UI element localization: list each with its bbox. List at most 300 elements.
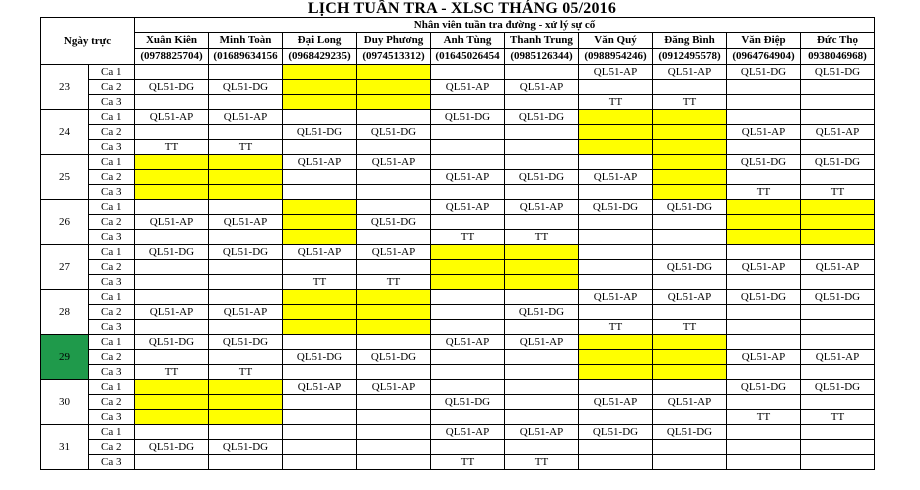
assignment-cell <box>727 230 801 245</box>
assignment-cell <box>357 95 431 110</box>
assignment-cell <box>135 230 209 245</box>
assignment-cell: QL51-AP <box>801 260 875 275</box>
assignment-cell <box>357 425 431 440</box>
assignment-cell <box>431 440 505 455</box>
assignment-cell: QL51-AP <box>135 305 209 320</box>
assignment-cell <box>431 290 505 305</box>
day-cell: 27 <box>41 245 89 290</box>
assignment-cell <box>505 140 579 155</box>
assignment-cell <box>209 320 283 335</box>
assignment-cell: QL51-AP <box>209 215 283 230</box>
shift-label: Ca 2 <box>89 350 135 365</box>
assignment-cell <box>431 215 505 230</box>
shift-row <box>41 320 875 335</box>
assignment-cell: QL51-AP <box>357 245 431 260</box>
assignment-cell: QL51-DG <box>653 200 727 215</box>
assignment-cell <box>283 440 357 455</box>
assignment-cell <box>283 215 357 230</box>
shift-row <box>41 185 875 200</box>
assignment-cell: TT <box>653 95 727 110</box>
day-cell: 29 <box>41 335 89 380</box>
employee-name: Đức Thọ <box>801 33 875 49</box>
assignment-cell: QL51-DG <box>209 80 283 95</box>
assignment-cell <box>135 320 209 335</box>
assignment-cell: QL51-DG <box>135 80 209 95</box>
shift-row <box>41 275 875 290</box>
assignment-cell: QL51-AP <box>283 155 357 170</box>
assignment-cell: TT <box>135 140 209 155</box>
employee-phone-row <box>41 49 875 65</box>
assignment-cell <box>727 320 801 335</box>
employee-name-row <box>41 33 875 49</box>
assignment-cell: QL51-DG <box>283 350 357 365</box>
assignment-cell <box>135 95 209 110</box>
shift-label: Ca 2 <box>89 80 135 95</box>
shift-row <box>41 125 875 140</box>
assignment-cell <box>135 275 209 290</box>
shift-label: Ca 3 <box>89 455 135 470</box>
assignment-cell: QL51-DG <box>431 110 505 125</box>
assignment-cell <box>283 410 357 425</box>
assignment-cell <box>357 230 431 245</box>
assignment-cell <box>801 80 875 95</box>
shift-label: Ca 1 <box>89 65 135 80</box>
assignment-cell <box>801 305 875 320</box>
assignment-cell <box>653 230 727 245</box>
assignment-cell: TT <box>283 275 357 290</box>
assignment-cell <box>579 440 653 455</box>
assignment-cell: QL51-DG <box>135 335 209 350</box>
assignment-cell: QL51-DG <box>209 245 283 260</box>
assignment-cell <box>801 215 875 230</box>
assignment-cell <box>283 95 357 110</box>
assignment-cell <box>283 65 357 80</box>
shift-row <box>41 305 875 320</box>
assignment-cell <box>357 395 431 410</box>
assignment-cell: QL51-DG <box>579 200 653 215</box>
assignment-cell <box>135 170 209 185</box>
assignment-cell <box>505 275 579 290</box>
assignment-cell <box>801 200 875 215</box>
employee-name: Xuân Kiên <box>135 33 209 49</box>
assignment-cell <box>579 350 653 365</box>
assignment-cell: QL51-AP <box>431 335 505 350</box>
assignment-cell: QL51-AP <box>135 110 209 125</box>
day-column-header: Ngày trực <box>41 18 135 65</box>
assignment-cell <box>283 230 357 245</box>
assignment-cell <box>357 335 431 350</box>
assignment-cell <box>579 125 653 140</box>
assignment-cell <box>283 305 357 320</box>
assignment-cell <box>801 275 875 290</box>
assignment-cell: QL51-DG <box>727 290 801 305</box>
assignment-cell <box>135 185 209 200</box>
assignment-cell <box>283 395 357 410</box>
assignment-cell: QL51-AP <box>653 65 727 80</box>
assignment-cell <box>579 80 653 95</box>
shift-label: Ca 2 <box>89 395 135 410</box>
assignment-cell <box>505 365 579 380</box>
assignment-cell <box>579 275 653 290</box>
assignment-cell <box>431 260 505 275</box>
assignment-cell <box>505 440 579 455</box>
assignment-cell <box>653 365 727 380</box>
assignment-cell <box>357 65 431 80</box>
assignment-cell <box>283 110 357 125</box>
assignment-cell <box>579 230 653 245</box>
shift-row <box>41 215 875 230</box>
assignment-cell <box>135 125 209 140</box>
assignment-cell <box>357 320 431 335</box>
employee-phone: (0912495578) <box>653 49 727 65</box>
assignment-cell <box>357 305 431 320</box>
assignment-cell <box>431 320 505 335</box>
employee-name: Anh Tùng <box>431 33 505 49</box>
shift-label: Ca 3 <box>89 365 135 380</box>
assignment-cell <box>431 275 505 290</box>
assignment-cell <box>579 245 653 260</box>
assignment-cell <box>653 380 727 395</box>
assignment-cell <box>801 425 875 440</box>
assignment-cell <box>801 95 875 110</box>
assignment-cell: QL51-AP <box>505 200 579 215</box>
shift-label: Ca 3 <box>89 185 135 200</box>
employee-phone: (0985126344) <box>505 49 579 65</box>
assignment-cell <box>653 350 727 365</box>
assignment-cell <box>283 200 357 215</box>
assignment-cell: QL51-AP <box>653 395 727 410</box>
assignment-cell <box>801 335 875 350</box>
assignment-cell <box>801 245 875 260</box>
assignment-cell: QL51-AP <box>579 395 653 410</box>
shift-label: Ca 2 <box>89 215 135 230</box>
assignment-cell <box>653 140 727 155</box>
assignment-cell: QL51-AP <box>283 380 357 395</box>
assignment-cell: QL51-DG <box>801 290 875 305</box>
assignment-cell <box>801 170 875 185</box>
assignment-cell <box>653 80 727 95</box>
assignment-cell: QL51-DG <box>505 305 579 320</box>
assignment-cell: TT <box>801 410 875 425</box>
assignment-cell: TT <box>431 455 505 470</box>
shift-label: Ca 3 <box>89 230 135 245</box>
shift-label: Ca 3 <box>89 320 135 335</box>
assignment-cell: QL51-AP <box>579 65 653 80</box>
assignment-cell <box>135 410 209 425</box>
assignment-cell <box>801 110 875 125</box>
shift-row <box>41 425 875 440</box>
assignment-cell <box>431 185 505 200</box>
assignment-cell <box>801 230 875 245</box>
employee-phone: 0938046968) <box>801 49 875 65</box>
shift-label: Ca 3 <box>89 410 135 425</box>
assignment-cell <box>653 275 727 290</box>
assignment-cell <box>727 305 801 320</box>
assignment-cell <box>283 290 357 305</box>
assignment-cell <box>653 410 727 425</box>
assignment-cell <box>209 185 283 200</box>
day-cell: 25 <box>41 155 89 200</box>
assignment-cell: QL51-DG <box>727 65 801 80</box>
assignment-cell <box>505 380 579 395</box>
assignment-cell <box>135 380 209 395</box>
assignment-cell: QL51-DG <box>209 335 283 350</box>
shift-label: Ca 3 <box>89 275 135 290</box>
assignment-cell: QL51-AP <box>283 245 357 260</box>
assignment-cell <box>579 380 653 395</box>
shift-label: Ca 2 <box>89 260 135 275</box>
assignment-cell <box>431 155 505 170</box>
assignment-cell: TT <box>209 365 283 380</box>
assignment-cell <box>135 200 209 215</box>
shift-label: Ca 2 <box>89 170 135 185</box>
assignment-cell <box>431 410 505 425</box>
assignment-cell: QL51-AP <box>579 290 653 305</box>
assignment-cell <box>209 410 283 425</box>
day-cell: 23 <box>41 65 89 110</box>
shift-label: Ca 2 <box>89 305 135 320</box>
assignment-cell <box>727 245 801 260</box>
assignment-cell: QL51-DG <box>727 155 801 170</box>
employee-name: Đại Long <box>283 33 357 49</box>
assignment-cell <box>801 320 875 335</box>
assignment-cell <box>727 275 801 290</box>
assignment-cell <box>357 140 431 155</box>
assignment-cell: TT <box>357 275 431 290</box>
shift-row <box>41 455 875 470</box>
assignment-cell: TT <box>209 140 283 155</box>
assignment-cell <box>135 395 209 410</box>
assignment-cell: QL51-DG <box>431 395 505 410</box>
assignment-cell <box>209 155 283 170</box>
assignment-cell <box>579 110 653 125</box>
assignment-cell <box>727 200 801 215</box>
assignment-cell <box>283 140 357 155</box>
assignment-cell <box>209 170 283 185</box>
assignment-cell <box>727 95 801 110</box>
assignment-cell: QL51-DG <box>357 125 431 140</box>
assignment-cell <box>579 260 653 275</box>
employee-phone: (01645026454 <box>431 49 505 65</box>
assignment-cell <box>653 215 727 230</box>
assignment-cell: QL51-DG <box>135 245 209 260</box>
shift-row <box>41 230 875 245</box>
assignment-cell: QL51-AP <box>801 125 875 140</box>
schedule-body <box>41 65 875 470</box>
assignment-cell <box>209 395 283 410</box>
assignment-cell <box>653 170 727 185</box>
assignment-cell: QL51-AP <box>209 110 283 125</box>
shift-label: Ca 1 <box>89 380 135 395</box>
assignment-cell: TT <box>505 230 579 245</box>
assignment-cell <box>505 185 579 200</box>
assignment-cell: QL51-AP <box>579 170 653 185</box>
employee-name: Duy Phương <box>357 33 431 49</box>
assignment-cell <box>505 410 579 425</box>
assignment-cell: QL51-DG <box>801 380 875 395</box>
day-cell: 28 <box>41 290 89 335</box>
assignment-cell <box>579 185 653 200</box>
shift-row <box>41 245 875 260</box>
assignment-cell <box>653 335 727 350</box>
assignment-cell <box>135 155 209 170</box>
assignment-cell <box>579 335 653 350</box>
shift-row <box>41 155 875 170</box>
assignment-cell <box>579 140 653 155</box>
assignment-cell <box>727 170 801 185</box>
assignment-cell <box>801 440 875 455</box>
assignment-cell <box>653 155 727 170</box>
assignment-cell <box>653 110 727 125</box>
assignment-cell <box>505 395 579 410</box>
assignment-cell <box>579 215 653 230</box>
assignment-cell: QL51-AP <box>431 200 505 215</box>
assignment-cell: QL51-AP <box>431 170 505 185</box>
patrol-schedule-table <box>40 17 875 470</box>
assignment-cell <box>505 125 579 140</box>
shift-row <box>41 365 875 380</box>
assignment-cell <box>579 155 653 170</box>
day-cell: 26 <box>41 200 89 245</box>
assignment-cell <box>431 365 505 380</box>
assignment-cell: QL51-AP <box>431 425 505 440</box>
assignment-cell: QL51-DG <box>505 170 579 185</box>
assignment-cell <box>727 140 801 155</box>
shift-row <box>41 350 875 365</box>
assignment-cell <box>653 125 727 140</box>
assignment-cell <box>135 455 209 470</box>
assignment-cell <box>801 140 875 155</box>
assignment-cell <box>727 440 801 455</box>
day-cell: 24 <box>41 110 89 155</box>
assignment-cell <box>283 170 357 185</box>
assignment-cell <box>209 425 283 440</box>
employee-name: Văn Quý <box>579 33 653 49</box>
assignment-cell <box>653 455 727 470</box>
assignment-cell: QL51-DG <box>801 155 875 170</box>
assignment-cell <box>357 455 431 470</box>
shift-row <box>41 110 875 125</box>
assignment-cell <box>283 365 357 380</box>
shift-label: Ca 3 <box>89 140 135 155</box>
assignment-cell: QL51-AP <box>431 80 505 95</box>
assignment-cell <box>505 260 579 275</box>
assignment-cell <box>653 305 727 320</box>
shift-row <box>41 200 875 215</box>
assignment-cell <box>431 350 505 365</box>
shift-row <box>41 290 875 305</box>
assignment-cell <box>357 410 431 425</box>
assignment-cell: QL51-AP <box>801 350 875 365</box>
assignment-cell: TT <box>801 185 875 200</box>
assignment-cell <box>431 65 505 80</box>
assignment-cell: QL51-DG <box>579 425 653 440</box>
assignment-cell <box>653 185 727 200</box>
assignment-cell <box>505 350 579 365</box>
assignment-cell <box>505 245 579 260</box>
assignment-cell <box>357 185 431 200</box>
shift-label: Ca 1 <box>89 290 135 305</box>
assignment-cell: QL51-AP <box>727 260 801 275</box>
assignment-cell <box>653 245 727 260</box>
assignment-cell <box>505 65 579 80</box>
assignment-cell: QL51-AP <box>135 215 209 230</box>
employee-phone: (0988954246) <box>579 49 653 65</box>
employee-phone: (01689634156 <box>209 49 283 65</box>
employee-name: Văn Điệp <box>727 33 801 49</box>
assignment-cell <box>431 245 505 260</box>
assignment-cell <box>357 170 431 185</box>
assignment-cell <box>209 200 283 215</box>
assignment-cell <box>579 365 653 380</box>
shift-row <box>41 95 875 110</box>
assignment-cell <box>653 440 727 455</box>
assignment-cell: QL51-AP <box>505 425 579 440</box>
assignment-cell: QL51-AP <box>727 350 801 365</box>
assignment-cell: QL51-DG <box>283 125 357 140</box>
assignment-cell: TT <box>727 185 801 200</box>
shift-label: Ca 1 <box>89 155 135 170</box>
assignment-cell <box>209 380 283 395</box>
shift-label: Ca 1 <box>89 425 135 440</box>
assignment-cell <box>505 215 579 230</box>
assignment-cell <box>801 365 875 380</box>
shift-row <box>41 335 875 350</box>
assignment-cell: QL51-DG <box>801 65 875 80</box>
assignment-cell <box>357 290 431 305</box>
assignment-cell <box>727 425 801 440</box>
assignment-cell: QL51-DG <box>653 260 727 275</box>
assignment-cell <box>357 80 431 95</box>
assignment-cell <box>579 305 653 320</box>
assignment-cell <box>209 230 283 245</box>
shift-label: Ca 2 <box>89 125 135 140</box>
assignment-cell <box>209 455 283 470</box>
employee-name: Đăng Bình <box>653 33 727 49</box>
assignment-cell <box>431 380 505 395</box>
shift-row <box>41 80 875 95</box>
shift-row <box>41 170 875 185</box>
assignment-cell <box>283 425 357 440</box>
assignment-cell <box>727 110 801 125</box>
shift-row <box>41 440 875 455</box>
employee-phone: (0974513312) <box>357 49 431 65</box>
assignment-cell: TT <box>135 365 209 380</box>
assignment-cell: QL51-AP <box>505 80 579 95</box>
assignment-cell <box>283 80 357 95</box>
assignment-cell <box>209 350 283 365</box>
assignment-cell <box>135 350 209 365</box>
employee-phone: (0968429235) <box>283 49 357 65</box>
shift-row <box>41 410 875 425</box>
assignment-cell: QL51-AP <box>727 125 801 140</box>
assignment-cell <box>135 425 209 440</box>
assignment-cell <box>727 215 801 230</box>
assignment-cell <box>283 260 357 275</box>
shift-row <box>41 260 875 275</box>
assignment-cell: TT <box>727 410 801 425</box>
employee-phone: (0964764904) <box>727 49 801 65</box>
assignment-cell <box>431 140 505 155</box>
assignment-cell <box>209 260 283 275</box>
assignment-cell: QL51-AP <box>653 290 727 305</box>
shift-label: Ca 1 <box>89 200 135 215</box>
assignment-cell <box>283 320 357 335</box>
assignment-cell <box>579 410 653 425</box>
assignment-cell <box>209 65 283 80</box>
assignment-cell <box>357 365 431 380</box>
assignment-cell <box>727 365 801 380</box>
